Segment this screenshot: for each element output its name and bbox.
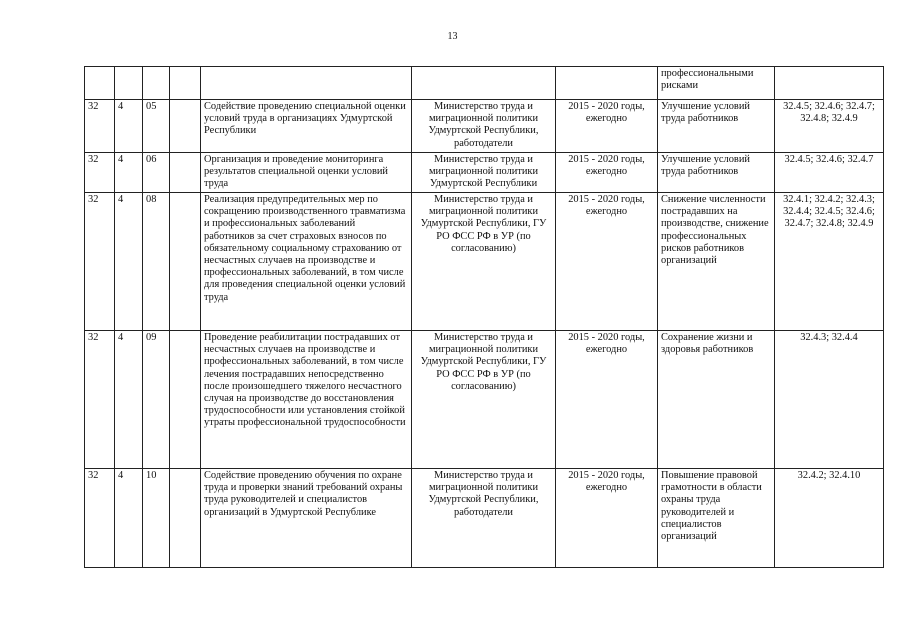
result-cell: профессиональными рисками [658,67,775,100]
indicators-cell: 32.4.5; 32.4.6; 32.4.7; 32.4.8; 32.4.9 [775,100,884,153]
program-cell: 32 [85,193,115,331]
page-number: 13 [447,31,458,42]
table-row [85,67,884,100]
result-cell: Сохранение жизни и здоровья работников [658,331,775,469]
executor-cell: Министерство труда и миграционной политики Удмуртской Республики, ГУ РО ФСС РФ в УР (по согласованию) [412,193,556,331]
indicators-cell [775,67,884,100]
period-cell: 2015 - 2020 годы, ежегодно [556,469,658,568]
program-cell: 32 [85,153,115,193]
executor-cell: Министерство труда и миграционной политики Удмуртской Республики, работодатели [412,469,556,568]
table-row [85,153,884,193]
program-cell: 32 [85,331,115,469]
executor-cell: Министерство труда и миграционной политики Удмуртской Республики [412,153,556,193]
name-cell: Реализация предупредительных мер по сокращению производственного травматизма и профессиональных заболеваний работников за счет страховых взносов по обязательному социальному страхованию от несчастных случаев на производстве и профессиональных заболеваний, в том числе для проведения специальной оценки условий труда [201,193,412,331]
executor-cell: Министерство труда и миграционной политики Удмуртской Республики, ГУ РО ФСС РФ в УР (по согласованию) [412,331,556,469]
period-cell: 2015 - 2020 годы, ежегодно [556,100,658,153]
measure-cell: 05 [143,100,170,153]
period-cell [556,67,658,100]
name-cell: Содействие проведению обучения по охране труда и проверки знаний требований охраны труда руководителей и специалистов организаций в Удмуртской Республике [201,469,412,568]
executor-cell: Министерство труда и миграционной политики Удмуртской Республики, работодатели [412,100,556,153]
indicators-cell: 32.4.5; 32.4.6; 32.4.7 [775,153,884,193]
indicators-cell: 32.4.1; 32.4.2; 32.4.3; 32.4.4; 32.4.5; 32.4.6; 32.4.7; 32.4.8; 32.4.9 [775,193,884,331]
indicators-cell: 32.4.2; 32.4.10 [775,469,884,568]
measure-cell: 09 [143,331,170,469]
subprogram-cell: 4 [115,331,143,469]
subprogram-cell [115,67,143,100]
measure-cell: 10 [143,469,170,568]
program-cell [85,67,115,100]
extra-cell [170,193,201,331]
table-row [85,100,884,153]
executor-cell [412,67,556,100]
period-cell: 2015 - 2020 годы, ежегодно [556,153,658,193]
name-cell: Проведение реабилитации пострадавших от несчастных случаев на производстве и профессиональных заболеваний, в том числе лечения пострадавших непосредственно после произошедшего тяжелого несчастного случая на производстве до восстановления трудоспособности или установления стойкой утраты профессиональной трудоспособности [201,331,412,469]
extra-cell [170,331,201,469]
extra-cell [170,153,201,193]
name-cell: Организация и проведение мониторинга результатов специальной оценки условий труда [201,153,412,193]
extra-cell [170,67,201,100]
measure-cell: 08 [143,193,170,331]
table-row [85,331,884,469]
result-cell: Улучшение условий труда работников [658,153,775,193]
name-cell: Содействие проведению специальной оценки условий труда в организациях Удмуртской Республики [201,100,412,153]
measure-cell: 06 [143,153,170,193]
result-cell: Улучшение условий труда работников [658,100,775,153]
subprogram-cell: 4 [115,153,143,193]
program-cell: 32 [85,100,115,153]
name-cell [201,67,412,100]
indicators-cell: 32.4.3; 32.4.4 [775,331,884,469]
period-cell: 2015 - 2020 годы, ежегодно [556,331,658,469]
table-row [85,193,884,331]
extra-cell [170,100,201,153]
table-row [85,469,884,568]
subprogram-cell: 4 [115,469,143,568]
program-cell: 32 [85,469,115,568]
measures-table [84,66,884,568]
subprogram-cell: 4 [115,100,143,153]
result-cell: Снижение численности пострадавших на производстве, снижение профессиональных рисков работников организаций [658,193,775,331]
subprogram-cell: 4 [115,193,143,331]
extra-cell [170,469,201,568]
period-cell: 2015 - 2020 годы, ежегодно [556,193,658,331]
result-cell: Повышение правовой грамотности в области охраны труда руководителей и специалистов организаций [658,469,775,568]
measure-cell [143,67,170,100]
